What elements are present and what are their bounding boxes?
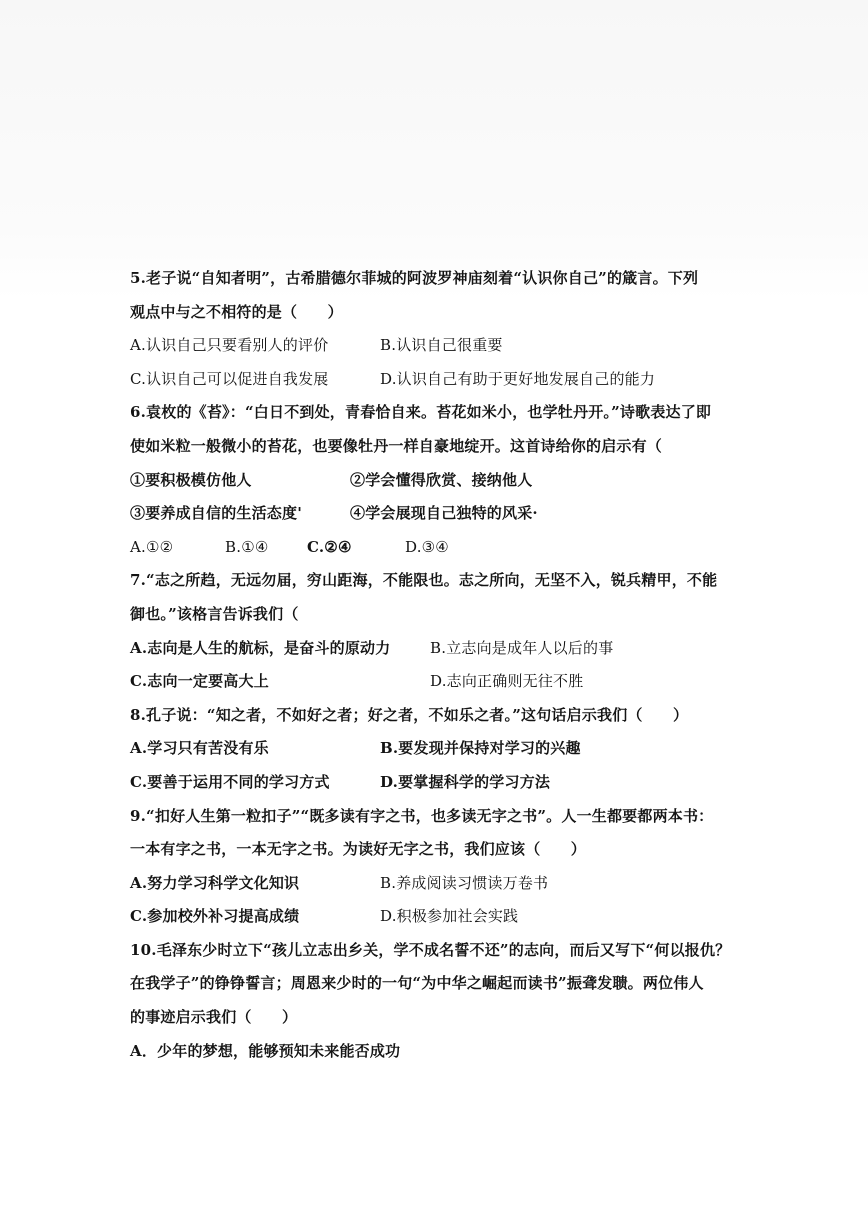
question-5-stem-line-2: 观点中与之不相符的是（ ） — [130, 302, 343, 321]
question-9-options-row-2 — [130, 900, 740, 934]
question-9-stem-line-2: 一本有字之书，一本无字之书。为读好无字之书，我们应该（ ） — [130, 840, 587, 859]
question-8-stem-line-1: 8.孔子说：“知之者，不如好之者；好之者，不如乐之者。”这句话启示我们（ ） — [130, 705, 689, 724]
statement-2: ②学会懂得欣赏、接纳他人 — [350, 470, 533, 489]
choice-c[interactable]: C.②④ — [307, 537, 352, 556]
option-a[interactable]: A.志向是人生的航标，是奋斗的原动力 — [130, 638, 391, 657]
question-7-options-row-2 — [130, 665, 740, 699]
question-10-stem-line-2: 在我学子”的铮铮誓言；周恩来少时的一句“为中华之崛起而读书”振聋发聩。两位伟人 — [130, 974, 704, 993]
question-9 — [130, 800, 740, 934]
question-8-options-row-1 — [130, 732, 740, 766]
option-b[interactable]: B.要发现并保持对学习的兴趣 — [380, 739, 581, 758]
question-7-stem-line-2: 御也。”该格言告诉我们（ — [130, 604, 299, 623]
question-5 — [130, 262, 740, 396]
choice-b[interactable]: B.①④ — [225, 537, 269, 556]
question-7-stem-line-1: 7.“志之所趋，无远勿届，穷山距海，不能限也。志之所向，无坚不入，锐兵精甲，不能 — [130, 571, 718, 590]
question-6-statements-row-2 — [130, 497, 740, 531]
option-d[interactable]: D.志向正确则无往不胜 — [430, 672, 584, 691]
option-b[interactable]: B.立志向是成年人以后的事 — [430, 638, 614, 657]
question-9-options-row-1 — [130, 867, 740, 901]
option-a[interactable]: A．少年的梦想，能够预知未来能否成功 — [130, 1041, 401, 1060]
statement-3: ③要养成自信的生活态度' — [130, 504, 302, 523]
option-c[interactable]: C.认识自己可以促进自我发展 — [130, 369, 329, 388]
option-b[interactable]: B.养成阅读习惯读万卷书 — [380, 873, 549, 892]
question-10 — [130, 934, 740, 1068]
option-d[interactable]: D.认识自己有助于更好地发展自己的能力 — [380, 369, 656, 388]
choice-d[interactable]: D.③④ — [405, 537, 449, 556]
question-10-stem-line-3: 的事迹启示我们（ ） — [130, 1008, 298, 1027]
question-6-choices-row — [130, 531, 740, 565]
option-a[interactable]: A.认识自己只要看别人的评价 — [130, 336, 329, 355]
option-d[interactable]: D.积极参加社会实践 — [380, 907, 519, 926]
question-7 — [130, 564, 740, 698]
statement-4: ④学会展现自己独特的风采· — [350, 504, 538, 523]
choice-a[interactable]: A.①② — [130, 537, 174, 556]
question-6-stem-line-1: 6.袁枚的《苔》：“白日不到处，青春恰自来。苔花如米小，也学牡丹开。”诗歌表达了即 — [130, 403, 712, 422]
question-list — [130, 262, 740, 1068]
option-c[interactable]: C.志向一定要高大上 — [130, 672, 269, 691]
option-b[interactable]: B.认识自己很重要 — [380, 336, 503, 355]
question-5-stem-line-1: 5.老子说“自知者明”，古希腊德尔菲城的阿波罗神庙刻着“认识你自己”的箴言。下列 — [130, 269, 699, 287]
question-6 — [130, 396, 740, 564]
option-a[interactable]: A.努力学习科学文化知识 — [130, 873, 300, 892]
question-8-options-row-2 — [130, 766, 740, 800]
question-6-stem-line-2: 使如米粒一般微小的苔花，也要像牡丹一样自豪地绽开。这首诗给你的启示有（ — [130, 436, 663, 455]
question-9-stem-line-1: 9.“扣好人生第一粒扣子”“既多读有字之书，也多读无字之书”。人一生都要都两本书： — [130, 806, 714, 825]
option-c[interactable]: C.参加校外补习提高成绩 — [130, 907, 300, 926]
option-c[interactable]: C.要善于运用不同的学习方式 — [130, 772, 330, 791]
question-6-statements-row-1 — [130, 464, 740, 498]
question-8 — [130, 699, 740, 800]
question-7-options-row-1 — [130, 632, 740, 666]
question-10-stem-line-1: 10.毛泽东少时立下“孩儿立志出乡关，学不成名誓不还”的志向，而后又写下“何以报仇？ — [130, 940, 731, 959]
option-a[interactable]: A.学习只有苦没有乐 — [130, 739, 269, 758]
option-d[interactable]: D.要掌握科学的学习方法 — [380, 772, 551, 791]
statement-1: ①要积极模仿他人 — [130, 470, 252, 489]
question-5-options-row-2 — [130, 363, 740, 397]
question-5-options-row-1 — [130, 329, 740, 363]
